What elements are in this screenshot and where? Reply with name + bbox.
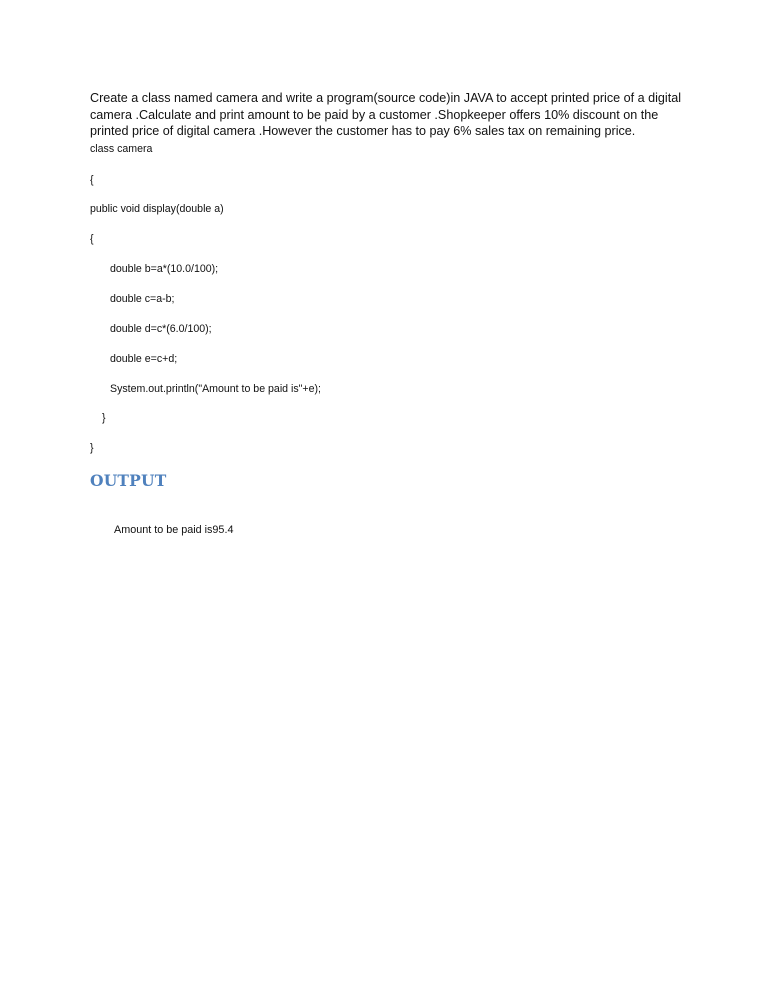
code-line: public void display(double a) xyxy=(90,203,224,215)
code-line: double c=a-b; xyxy=(110,293,175,305)
code-line: { xyxy=(90,233,94,245)
code-line: double d=c*(6.0/100); xyxy=(110,323,212,335)
code-line: double e=c+d; xyxy=(110,353,178,365)
output-heading: OUTPUT xyxy=(90,471,167,490)
code-line: } xyxy=(102,412,106,424)
code-line: double b=a*(10.0/100); xyxy=(110,263,219,275)
program-output: Amount to be paid is95.4 xyxy=(114,524,234,536)
code-line: class camera xyxy=(90,143,153,155)
code-line: System.out.println("Amount to be paid is"+e); xyxy=(110,383,321,395)
code-line: { xyxy=(90,174,94,186)
code-line: } xyxy=(90,442,94,454)
problem-statement: Create a class named camera and write a program(source code)in JAVA to accept printed price of a digital camera .Calculate and print amount to be paid by a customer .Shopkeeper offers 10% discount on the printed price of digital camera .However the customer has to pay 6% sales tax on remaining price. xyxy=(90,91,682,138)
